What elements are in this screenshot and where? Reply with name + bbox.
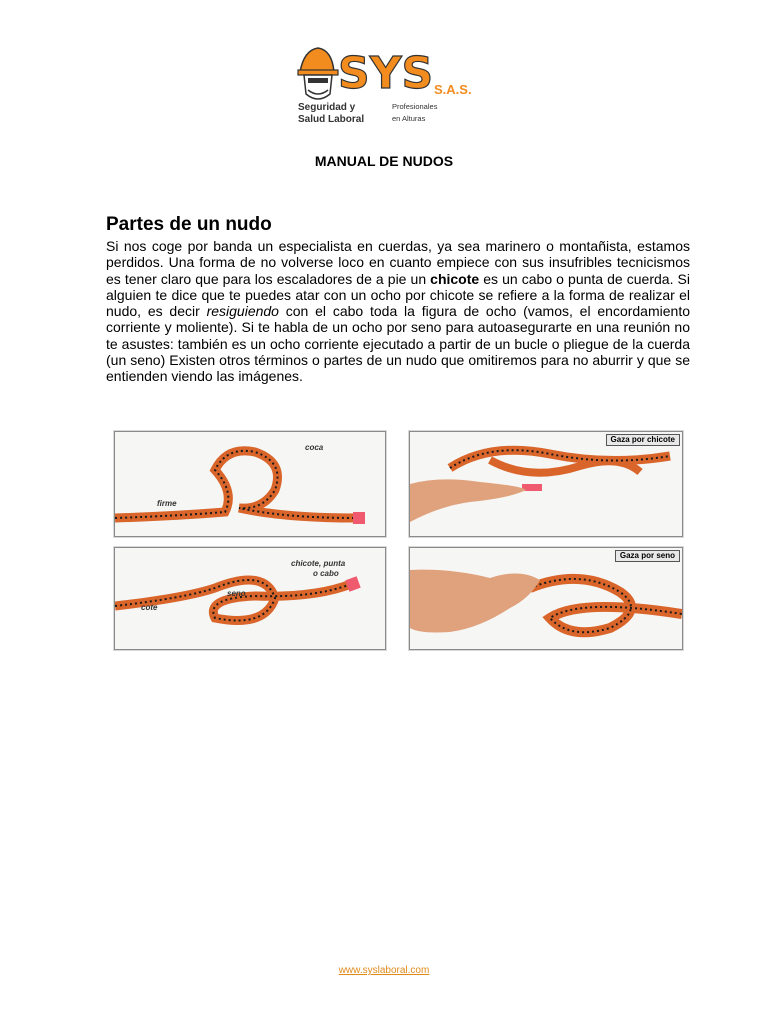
label-coca: coca	[305, 443, 324, 452]
logo-suffix-text: S.A.S.	[434, 82, 472, 97]
logo-brand-text: SYS	[338, 48, 434, 99]
paragraph-text: Si nos coge por banda un especialista en cuerdas, ya sea marinero o montañista, estamos perdidos. Una forma de no volverse loco en cuanto empiece con sus insufribles tecnicismos es tener claro que para los escaladores de a pie un	[106, 238, 690, 287]
figure-gaza-por-seno	[409, 547, 683, 650]
company-logo	[296, 42, 476, 128]
figure-rope-coca-firme	[114, 431, 386, 537]
label-cote: cote	[141, 603, 158, 612]
hand-illustration	[410, 570, 540, 633]
bold-term: chicote	[430, 270, 480, 287]
label-chicote: chicote, punta	[291, 559, 346, 568]
hand-illustration	[410, 479, 526, 522]
label-seno: seno	[227, 589, 246, 598]
figure-rope-cote-seno-chicote	[114, 547, 386, 650]
logo-line1-right: Profesionales	[392, 102, 438, 111]
logo-line2-right: en Alturas	[392, 114, 426, 123]
rope-illustration	[115, 576, 361, 620]
label-firme: firme	[157, 499, 177, 508]
rope-illustration	[530, 579, 682, 632]
website-link[interactable]: www.syslaboral.com	[338, 965, 430, 976]
body-paragraph	[106, 238, 690, 385]
figure-tag: Gaza por chicote	[606, 434, 680, 446]
rope-illustration	[115, 451, 365, 524]
label-cabo: o cabo	[313, 569, 339, 578]
figure-gaza-por-chicote	[409, 431, 683, 537]
paragraph-text: con el cabo toda la figura de ocho (vamos, el encordamiento corriente y moliente). Si te habla de un ocho por seno para autoasegurarte en una reunión no te asustes: también es un ocho corriente ejecutado a partir de un bucle o pliegue de la cuerda (un seno) Existen otros términos o partes de un nudo que omitiremos para no aburrir y que se entienden viendo las imágenes.	[106, 303, 690, 385]
section-heading: Partes de un nudo	[106, 214, 272, 235]
italic-term: resiguiendo	[206, 303, 279, 320]
logo-line2-left: Salud Laboral	[298, 114, 365, 125]
logo-line1-left: Seguridad y	[298, 102, 356, 113]
paragraph-text: es un cabo o punta de cuerda. Si alguien te dice que te puedes atar con un ocho por chicote se refiere a la forma de realizar el nudo, es decir	[106, 270, 690, 320]
figure-tag: Gaza por seno	[615, 550, 680, 562]
worker-icon	[298, 48, 338, 99]
document-title: MANUAL DE NUDOS	[314, 153, 454, 169]
